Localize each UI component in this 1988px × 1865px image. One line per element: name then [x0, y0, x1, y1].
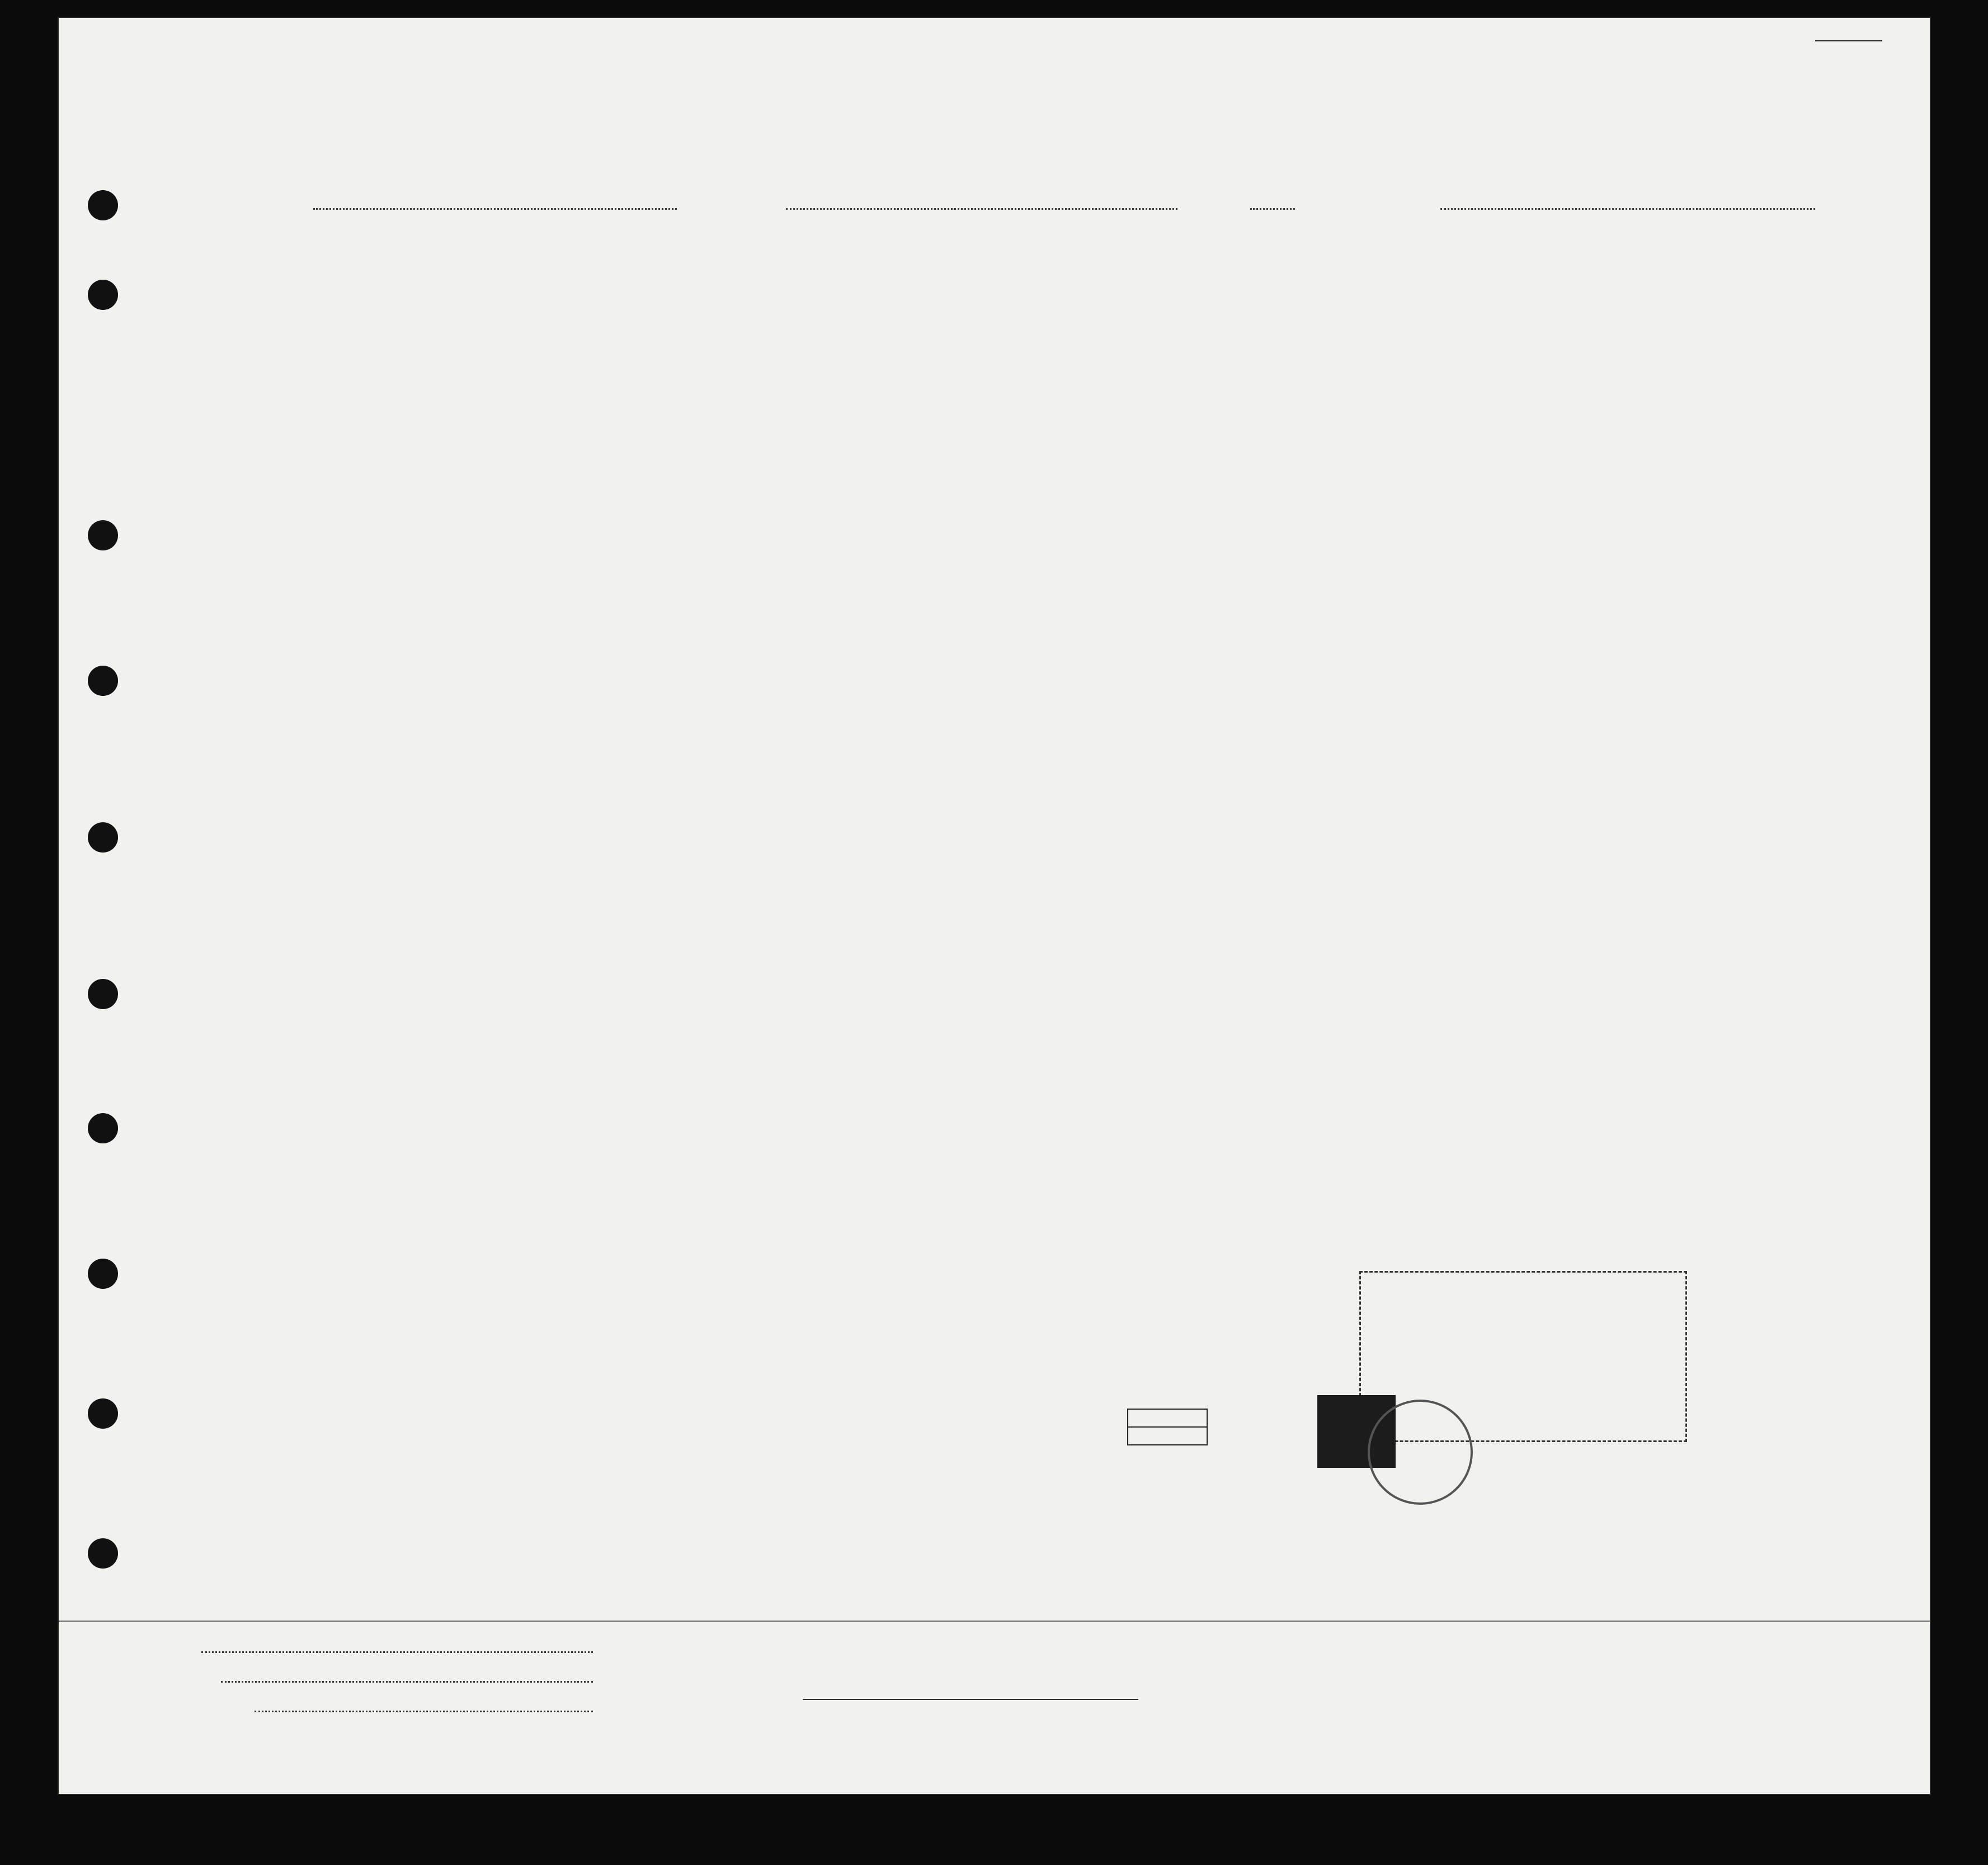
fee-block	[1054, 1394, 1323, 1450]
equal-value	[1127, 1426, 1208, 1445]
manifest-sheet	[59, 18, 1930, 1794]
punch-hole	[88, 190, 118, 220]
punch-hole	[88, 280, 118, 310]
consulate-seal	[1368, 1400, 1473, 1505]
punch-hole	[88, 666, 118, 696]
vessel-line	[313, 208, 677, 210]
footer-divider	[59, 1621, 1930, 1622]
punch-hole	[88, 1398, 118, 1429]
punch-hole	[88, 1259, 118, 1289]
date-line	[954, 208, 1177, 210]
line-field	[201, 1651, 593, 1653]
sheet-number	[1815, 40, 1882, 41]
punch-hole	[88, 520, 118, 550]
punch-hole	[88, 979, 118, 1009]
year-line	[1250, 208, 1295, 210]
local-agents-field	[255, 1711, 593, 1712]
inspector-signature-line	[803, 1699, 1138, 1700]
fee-value	[1127, 1409, 1208, 1428]
punch-hole	[88, 822, 118, 853]
from-port-line	[1440, 208, 1815, 210]
owners-field	[221, 1681, 593, 1683]
punch-hole	[88, 1113, 118, 1143]
punch-hole	[88, 1538, 118, 1569]
